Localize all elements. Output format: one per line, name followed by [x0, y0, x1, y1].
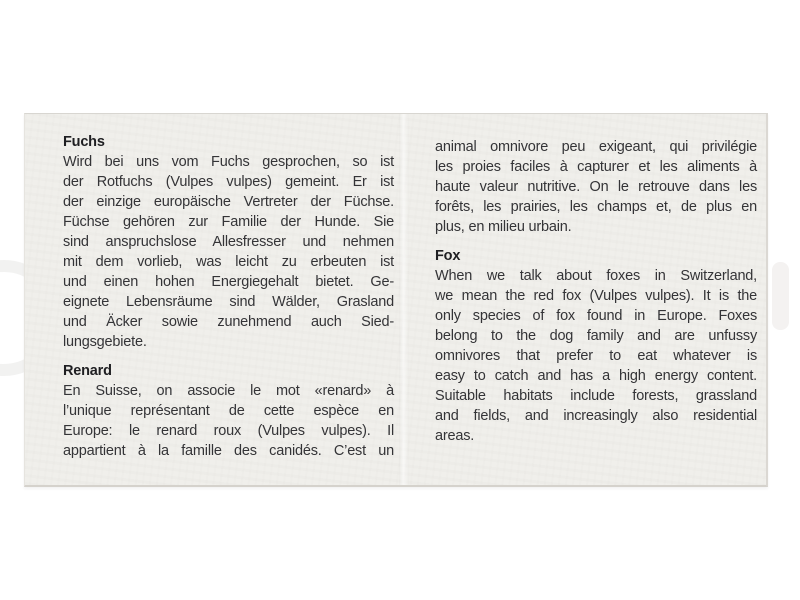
watermark-bar-icon — [772, 262, 789, 330]
text-line: When we talk about foxes in Switzerland, — [435, 268, 757, 284]
text-line: forêts, les prairies, les champs et, de plus en — [435, 199, 757, 215]
text-line: Wird bei uns vom Fuchs gesprochen, so ist — [63, 154, 394, 170]
text-line: we mean the red fox (Vulpes vulpes). It is the — [435, 288, 757, 304]
section-heading-renard: Renard — [63, 363, 112, 379]
text-line: mit dem vorlieb, was leicht zu erbeuten ist — [63, 254, 394, 270]
text-line: En Suisse, on associe le mot «renard» à — [63, 383, 394, 399]
text-line: Suitable habitats include forests, grassland — [435, 388, 757, 404]
text-line: lungsgebiete. — [63, 334, 147, 350]
text-line: haute valeur nutritive. On le retrouve dans les — [435, 179, 757, 195]
text-line: and fields, and increasingly also residential — [435, 408, 757, 424]
text-line: easy to catch and has a high energy content. — [435, 368, 757, 384]
text-column-left — [63, 114, 394, 461]
text-line: animal omnivore peu exigeant, qui privilégie — [435, 139, 757, 155]
text-line: der einzige europäische Vertreter der Füchse. — [63, 194, 394, 210]
text-line: sind anspruchslose Allesfresser und nehmen — [63, 234, 394, 250]
text-line: belong to the dog family and are unfussy — [435, 328, 757, 344]
text-line: Füchse gehören zur Familie der Hunde. Sie — [63, 214, 394, 230]
text-line: eignete Lebensräume sind Wälder, Grasland — [63, 294, 394, 310]
text-line: appartient à la famille des canidés. C’est un — [63, 443, 394, 459]
text-line: Europe: le renard roux (Vulpes vulpes). Il — [63, 423, 394, 439]
section-heading-fuchs: Fuchs — [63, 134, 105, 150]
text-line: areas. — [435, 428, 475, 444]
text-line: plus, en milieu urbain. — [435, 219, 572, 235]
booklet-page — [24, 113, 768, 487]
text-line: omnivores that prefer to eat whatever is — [435, 348, 757, 364]
text-line: und Äcker sowie zunehmend auch Sied- — [63, 314, 394, 330]
text-line: l’unique représentant de cette espèce en — [63, 403, 394, 419]
text-line: der Rotfuchs (Vulpes vulpes) gemeint. Er ist — [63, 174, 394, 190]
booklet-fold-line — [399, 114, 409, 485]
text-column-right — [435, 114, 757, 446]
section-heading-fox: Fox — [435, 248, 461, 264]
text-line: und einen hohen Energiegehalt bietet. Ge- — [63, 274, 394, 290]
text-line: only species of fox found in Europe. Foxes — [435, 308, 757, 324]
text-line: les proies faciles à capturer et les aliments à — [435, 159, 757, 175]
